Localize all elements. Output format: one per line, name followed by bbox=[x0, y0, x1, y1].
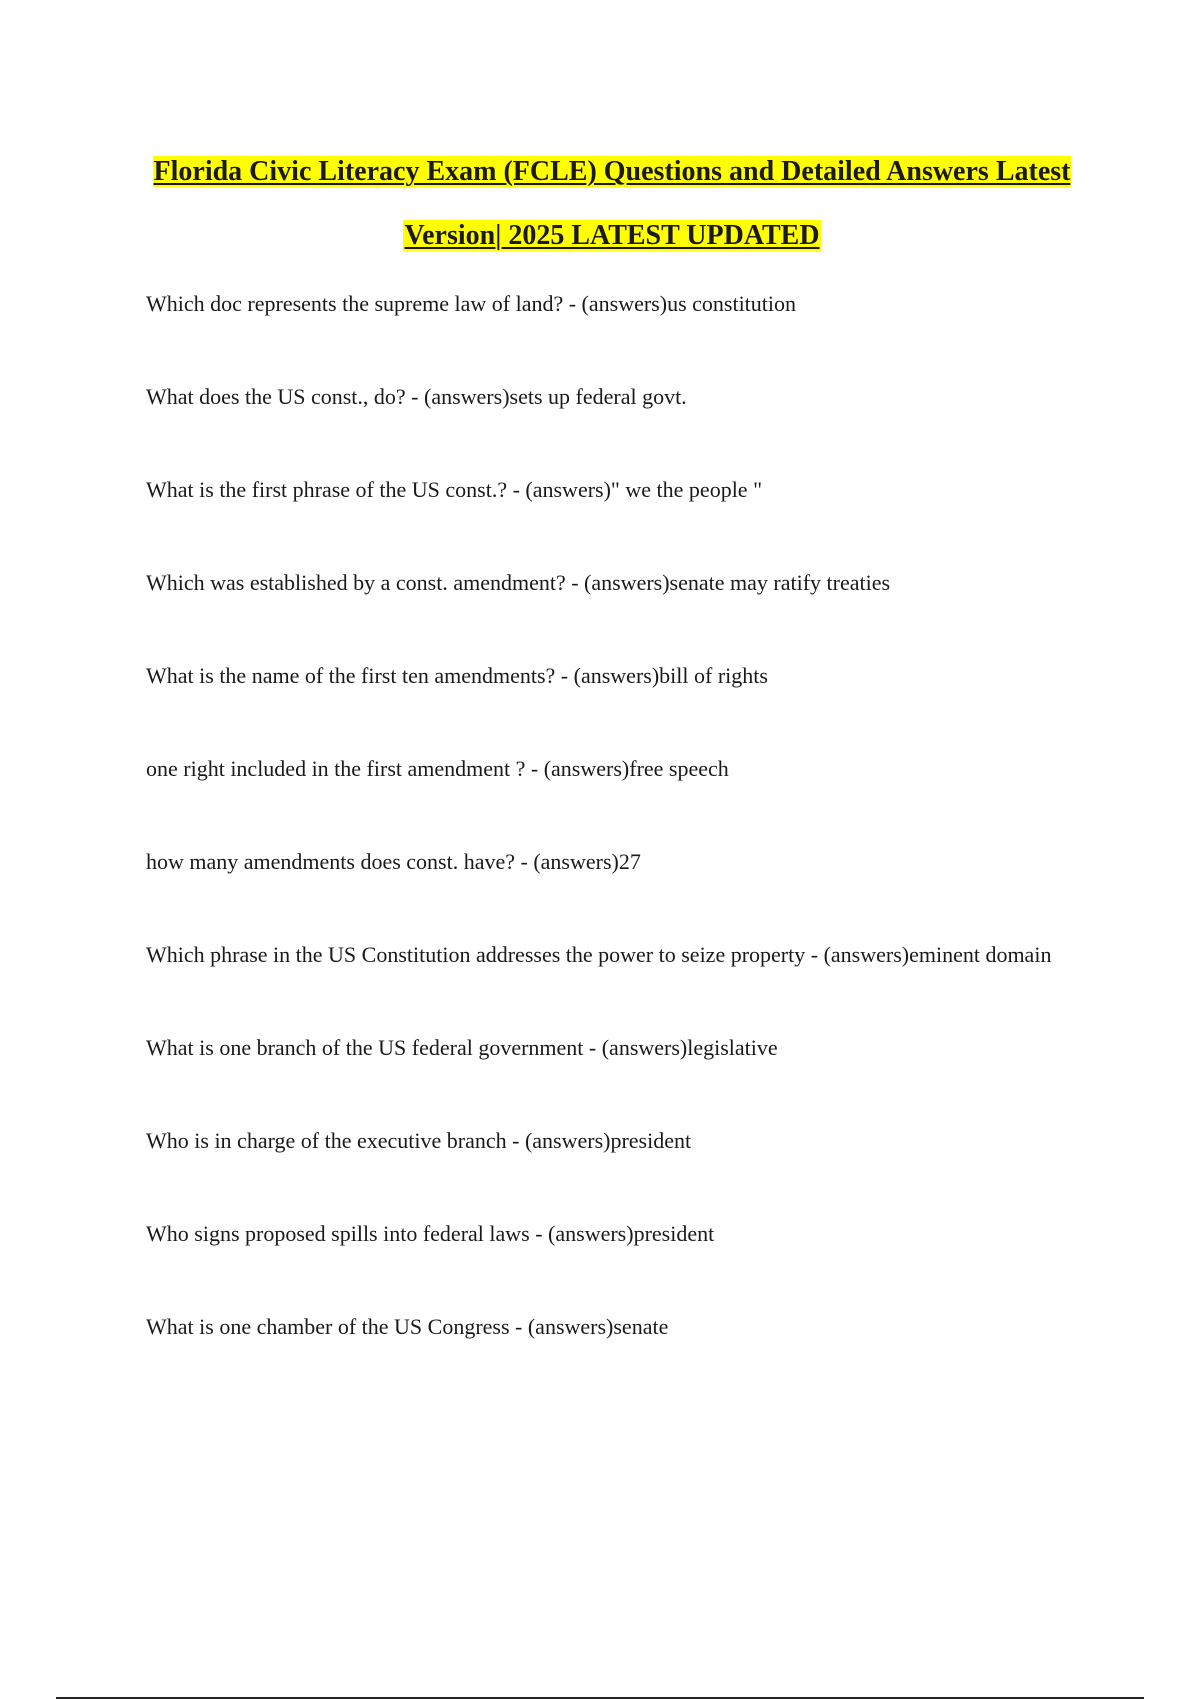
qa-item: What is one branch of the US federal government - (answers)legislative bbox=[146, 1035, 778, 1060]
qa-item: Which was established by a const. amendment? - (answers)senate may ratify treaties bbox=[146, 570, 891, 595]
title-line-2 bbox=[146, 204, 1078, 268]
qa-item: What is the first phrase of the US const.? - (answers)" we the people " bbox=[146, 477, 763, 502]
qa-item: What is the name of the first ten amendments? - (answers)bill of rights bbox=[146, 663, 768, 688]
document-title bbox=[146, 140, 1078, 268]
footer-divider bbox=[56, 1697, 1144, 1699]
title-line-1-text: Florida Civic Literacy Exam (FCLE) Questions and Detailed Answers Latest bbox=[153, 156, 1071, 187]
title-line-1 bbox=[146, 140, 1078, 204]
qa-item: one right included in the first amendment ? - (answers)free speech bbox=[146, 756, 729, 781]
qa-item: Who signs proposed spills into federal laws - (answers)president bbox=[146, 1221, 715, 1246]
qa-item: What does the US const., do? - (answers)sets up federal govt. bbox=[146, 384, 687, 409]
qa-item: Which phrase in the US Constitution addresses the power to seize property - (answers)eminent domain bbox=[146, 942, 1052, 967]
qa-list bbox=[146, 290, 1076, 1406]
title-line-2-text: Version| 2025 LATEST UPDATED bbox=[404, 220, 820, 251]
qa-item: What is one chamber of the US Congress - (answers)senate bbox=[146, 1314, 669, 1339]
qa-item: how many amendments does const. have? - (answers)27 bbox=[146, 849, 641, 874]
qa-item: Who is in charge of the executive branch - (answers)president bbox=[146, 1128, 692, 1153]
qa-item: Which doc represents the supreme law of land? - (answers)us constitution bbox=[146, 291, 797, 316]
